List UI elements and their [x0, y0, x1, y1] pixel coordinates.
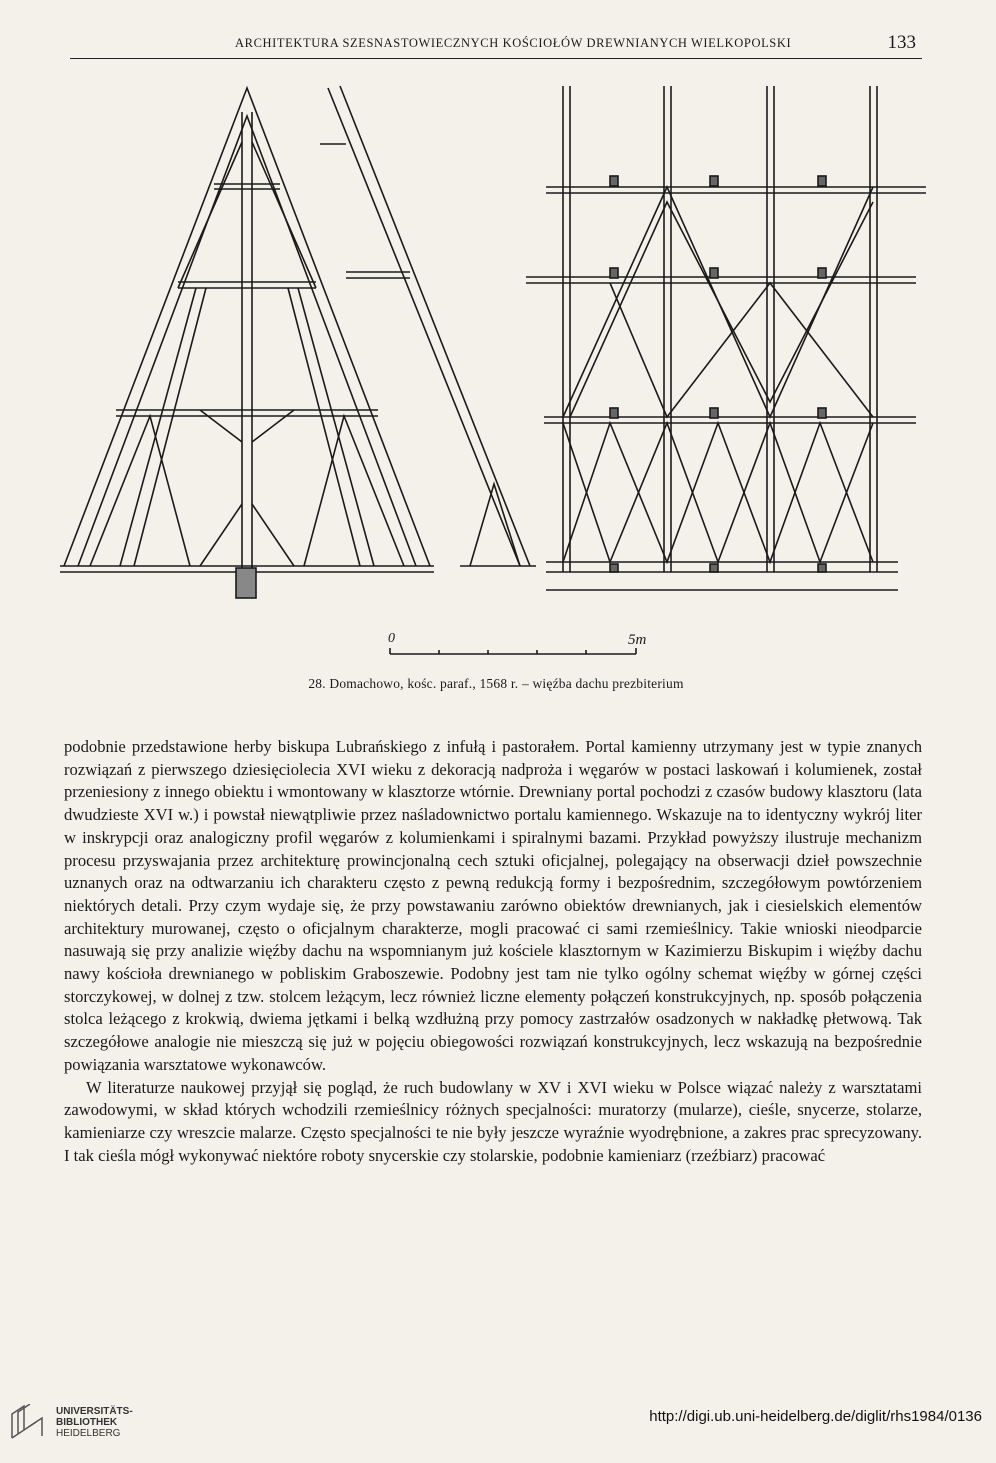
source-url-link[interactable]: http://digi.ub.uni-heidelberg.de/diglit/rhs1984/0136 [649, 1408, 982, 1425]
running-title: ARCHITEKTURA SZESNASTOWIECZNYCH KOŚCIOŁÓW DREWNIANYCH WIELKOPOLSKI [235, 36, 792, 50]
longitudinal-section [526, 86, 926, 590]
page-header [70, 32, 922, 59]
library-name [56, 1406, 133, 1439]
rafter-elevation [320, 86, 536, 566]
paragraph: podobnie przedstawione herby biskupa Lubrańskiego z infułą i pastorałem. Portal kamienny utrzymany jest w typie znanych rozwiązań z pierwszego dziesięciolecia XVI wieku z dekoracją nadproża i węgarów w postaci laskowań i kolumienek, został przeniesiony z innego obiektu i wmontowany w klasztorze wtórnie. Drewniany portal pochodzi z czasów budowy klasztoru (lata dwudzieste XVI w.) i powstał niewątpliwie przez naśladownictwo portalu kamiennego. Wskazuje na to identyczny wykrój liter w inskrypcji oraz analogiczny profil węgarów z kolumienkami i spiralnymi bazami. Przykład powyższy ilustruje mechanizm procesu przyswajania przez architekturę prowincjonalną cech sztuki oficjalnej, polegający na obserwacji dzieł powszechnie uznanych oraz na odtwarzaniu ich charakteru często z pewną redukcją formy i bezpośrednim, szczegółowym powtórzeniem niektórych detali. Przy czym wydaje się, że przy powstawaniu zarówno obiektów drewnianych, jak i ciesielskich elementów architektury murowanej, często o oficjalnym charakterze, mogli pracować ci sami rzemieślnicy. Takie wnioski nieodparcie nasuwają się przy analizie więźby dachu na wspomnianym już kościele klasztornym w Kazimierzu Biskupim i więźby dachu nawy kościoła drewnianego w pobliskim Graboszewie. Podobny jest tam nie tylko ogólny schemat więźby w górnej części storczykowej, w dolnej z tzw. stolcem leżącym, lecz również liczne elementy połączeń konstrukcyjnych, np. sposób połączenia stolca leżącego z krokwią, dwiema jętkami i belką wzdłużną przy pomocy zastrzałów osadzonych w nakładkę płetwową. Tak szczegółowe analogie nie mieszczą się już w pojęciu obiegowości rozwiązań konstrukcyjnych, lecz wskazują na bezpośrednie powiązania warsztatowe wykonawców. [64, 737, 922, 1074]
scale-bar [388, 631, 647, 654]
body-text [64, 736, 922, 1167]
library-line-1: UNIVERSITÄTS- [56, 1406, 133, 1417]
figure-caption: 28. Domachowo, kośc. paraf., 1568 r. – więźba dachu prezbiterium [308, 676, 684, 691]
library-logo-icon [10, 1404, 46, 1440]
roof-truss-drawing [50, 72, 930, 672]
roof-truss-figure [50, 72, 930, 692]
page-number: 133 [887, 32, 916, 53]
scale-start-label: 0 [388, 631, 395, 646]
library-line-2: BIBLIOTHEK [56, 1417, 118, 1428]
truss-cross-section [60, 88, 434, 598]
scale-end-label: 5m [628, 632, 647, 648]
paragraph: W literaturze naukowej przyjął się pogląd, że ruch budowlany w XV i XVI wieku w Polsce wiązać należy z warsztatami zawodowymi, w skład których wchodzili rzemieślnicy różnych specjalności: muratorzy (mularze), cieśle, snycerze, stolarze, kamieniarze czy wreszcie malarze. Często specjalności te nie były jeszcze wyraźnie wyodrębnione, a zakres prac sprecyzowany. I tak cieśla mógł wykonywać niektóre roboty snycerskie czy stolarskie, podobnie kamieniarz (rzeźbiarz) pracować [64, 1077, 922, 1165]
footer [0, 1392, 996, 1452]
library-line-3: HEIDELBERG [56, 1428, 121, 1439]
